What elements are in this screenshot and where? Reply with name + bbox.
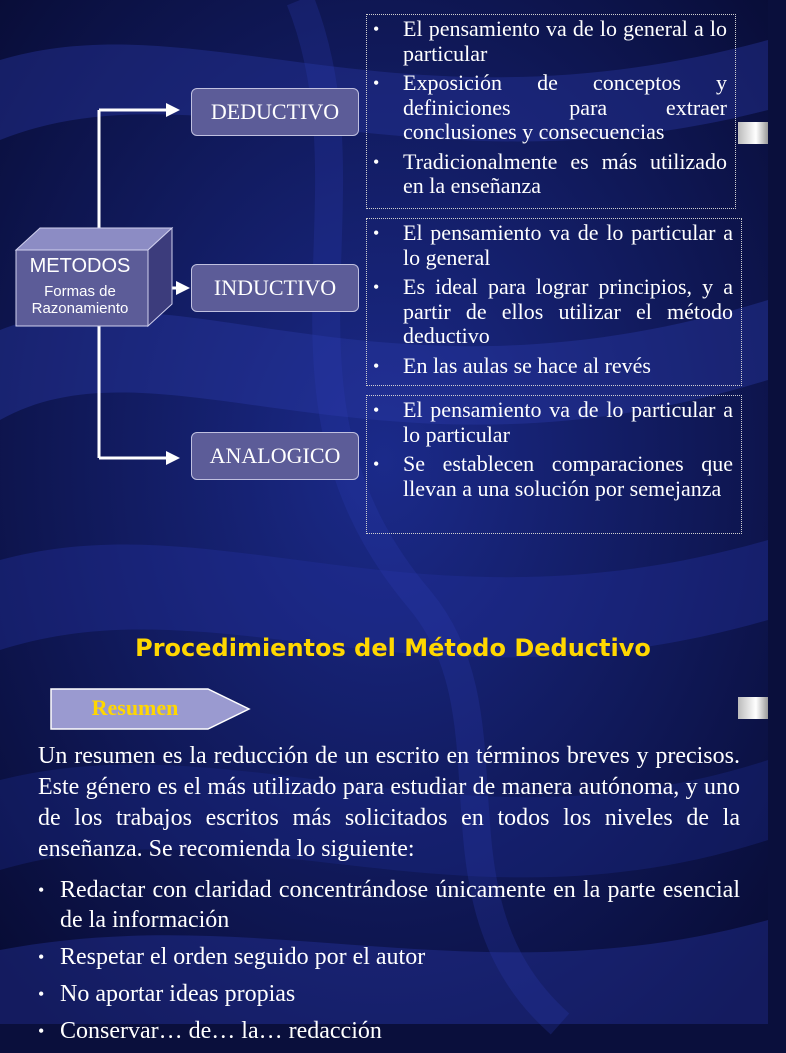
method-box-analogico: ANALOGICO	[191, 432, 359, 480]
desc-deductivo-point: • Tradicionalmente es más utilizado en la enseñanza	[373, 150, 727, 199]
edge-tab-bottom	[738, 697, 768, 719]
resumen-bullet: • No aportar ideas propias	[38, 979, 740, 1009]
desc-box-analogico	[366, 395, 742, 534]
arrow-to-deductivo	[166, 103, 180, 117]
desc-box-inductivo	[366, 218, 742, 386]
resumen-bullets	[38, 875, 740, 1053]
desc-analogico-point: • El pensamiento va de lo particular a lo particular	[373, 398, 733, 447]
resumen-paragraph: Un resumen es la reducción de un escrito en términos breves y precisos. Este género es el más utilizado para estudiar de manera autónoma, y uno de los trabajos escritos más solicitados en todos los niveles de la enseñanza. Se recomienda lo siguiente:	[38, 743, 740, 862]
desc-deductivo-point: • Exposición de conceptos y definiciones para extraer conclusiones y consecuencias	[373, 71, 727, 145]
section-title: Procedimientos del Método Deductivo	[135, 634, 651, 662]
desc-inductivo-point: • Es ideal para lograr principios, y a partir de ellos utilizar el método deductivo	[373, 275, 733, 349]
desc-inductivo-point: • El pensamiento va de lo particular a lo general	[373, 221, 733, 270]
cube-title: METODOS	[29, 255, 131, 277]
cube-subtitle-line2: Razonamiento	[31, 300, 129, 317]
resumen-bullet: • Conservar… de… la… redacción	[38, 1016, 740, 1046]
method-box-deductivo: DEDUCTIVO	[191, 88, 359, 136]
arrow-to-inductivo	[176, 281, 190, 295]
resumen-bullet: • Respetar el orden seguido por el autor	[38, 942, 740, 972]
resumen-tag-label: Resumen	[91, 695, 179, 720]
desc-box-deductivo	[366, 14, 736, 209]
metodos-cube-label	[16, 250, 144, 324]
arrow-to-analogico	[166, 451, 180, 465]
resumen-bullet: • Redactar con claridad concentrándose únicamente en la parte esencial de la información	[38, 875, 740, 935]
edge-tab-top	[738, 122, 768, 144]
desc-deductivo-point: • El pensamiento va de lo general a lo particular	[373, 17, 727, 66]
method-box-inductivo: INDUCTIVO	[191, 264, 359, 312]
cube-subtitle-line1: Formas de	[44, 283, 116, 300]
desc-inductivo-point: • En las aulas se hace al revés	[373, 354, 733, 379]
desc-analogico-point: • Se establecen comparaciones que llevan a una solución por semejanza	[373, 452, 733, 501]
